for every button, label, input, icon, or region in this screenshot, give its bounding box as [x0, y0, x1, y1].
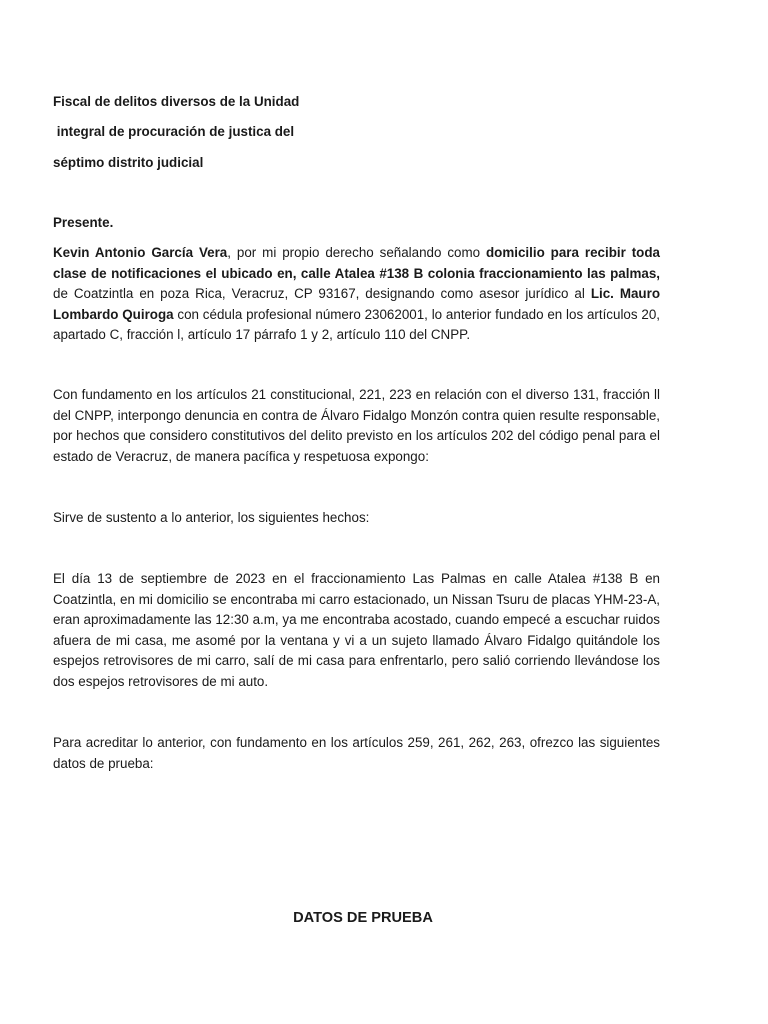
- addressee-line-2: integral de procuración de justica del: [53, 124, 295, 139]
- facts-intro-paragraph: Sirve de sustento a lo anterior, los siguientes hechos:: [53, 510, 370, 525]
- legal-advisor-name: Lic. Mauro Lombardo Quiroga: [53, 286, 660, 322]
- intro-text-2: de Coatzintla en poza Rica, Veracruz, CP 93167, designando como asesor jurídico al: [53, 286, 591, 302]
- complainant-name: Kevin Antonio García Vera: [53, 245, 228, 260]
- intro-paragraph: [53, 243, 660, 346]
- intro-text-1: , por mi propio derecho señalando como: [227, 245, 486, 260]
- intro-text-3: con cédula profesional número 23062001, lo anterior fundado en los artículos 20, apartado C, fracción l, artículo 17 párrafo 1 y 2, artículo 110 del CNPP.: [53, 306, 660, 343]
- addressee-line-3: séptimo distrito judicial: [53, 155, 204, 170]
- addressee-line-1: Fiscal de delitos diversos de la Unidad: [53, 94, 300, 109]
- domicile-text: domicilio para recibir toda clase de notificaciones el ubicado en, calle Atalea #138 B colonia fraccionamiento las palmas,: [53, 245, 660, 281]
- evidence-intro-paragraph: Para acreditar lo anterior, con fundamento en los artículos 259, 261, 262, 263, ofrezco las siguientes datos de prueba:: [53, 735, 660, 771]
- greeting: Presente.: [53, 215, 114, 230]
- complaint-paragraph: Con fundamento en los artículos 21 constitucional, 221, 223 en relación con el diverso 131, fracción ll del CNPP, interpongo denuncia en contra de Álvaro Fidalgo Monzón contra quien resulte responsable, por hechos que considero constitutivos del delito previsto en los artículos 202 del código penal para el estado de Veracruz, de manera pacífica y respetuosa expongo:: [53, 387, 660, 464]
- evidence-heading: DATOS DE PRUEBA: [293, 910, 433, 926]
- facts-paragraph: El día 13 de septiembre de 2023 en el fraccionamiento Las Palmas en calle Atalea #138 B en Coatzintla, en mi domicilio se encontraba mi carro estacionado, un Nissan Tsuru de placas YHM-23-A, eran aproximadamente las 12:30 a.m, ya me encontraba acostado, cuando empecé a escuchar ruidos afuera de mi casa, me asomé por la ventana y vi a un sujeto llamado Álvaro Fidalgo quitándole los espejos retrovisores de mi carro, salí de mi casa para enfrentarlo, pero salió corriendo llevándose los dos espejos retrovisores de mi auto.: [53, 571, 660, 689]
